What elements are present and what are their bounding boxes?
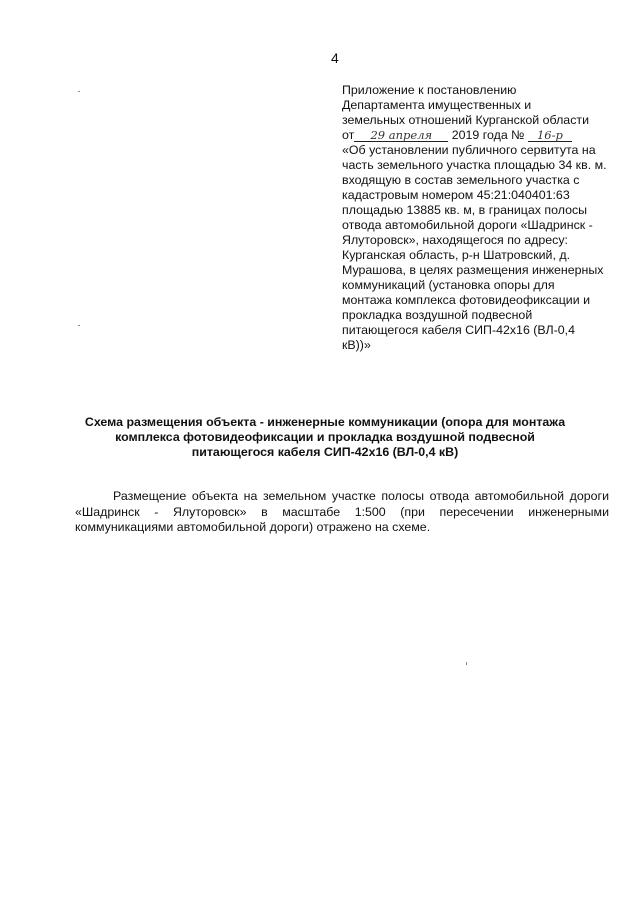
appendix-line-1: Приложение к постановлению [342,83,517,97]
handwritten-date: 29 апреля [354,129,448,142]
document-heading: Схема размещения объекта - инженерные коммуникации (опора для монтажа комплекса фотовидеофиксации и прокладка воздушной подвесной питающегося кабеля СИП-42х16 (ВЛ-0,4 кВ) [84,415,566,459]
appendix-line-3: земельных отношений Курганской области [342,113,589,127]
handwritten-number: 16-р [528,129,572,142]
appendix-date-line [342,128,607,143]
scan-speck [78,91,80,92]
scan-speck [78,325,80,326]
appendix-header [342,83,607,353]
appendix-subject: «Об установлении публичного сервитута на часть земельного участка площадью 34 кв. м. входящую в состав земельного участка с кадастровым номером 45:21:040401:63 площадью 13885 кв. м, в границах полосы отвода автомобильной дороги «Шадринск - Ялуторовск», находящегося по адресу: Курганская область, р-н Шатровский, д. Мурашова, в целях размещения инженерных коммуникаций (установка опоры для монтажа комплекса фотовидеофиксации и прокладка воздушной подвесной питающегося кабеля СИП-42х16 (ВЛ-0,4 кВ))» [342,143,607,352]
date-prefix: от [342,128,355,142]
scan-speck [466,662,467,665]
appendix-line-2: Департамента имущественных и [342,98,532,112]
body-paragraph: Размещение объекта на земельном участке полосы отвода автомобильной дороги «Шадринск - Ялуторовск» в масштабе 1:500 (при пересечении инженерными коммуникациями автомобильной дороги) отражено на схеме. [75,489,609,534]
page-number: 4 [331,50,339,66]
year-text: 2019 года № [451,128,525,142]
